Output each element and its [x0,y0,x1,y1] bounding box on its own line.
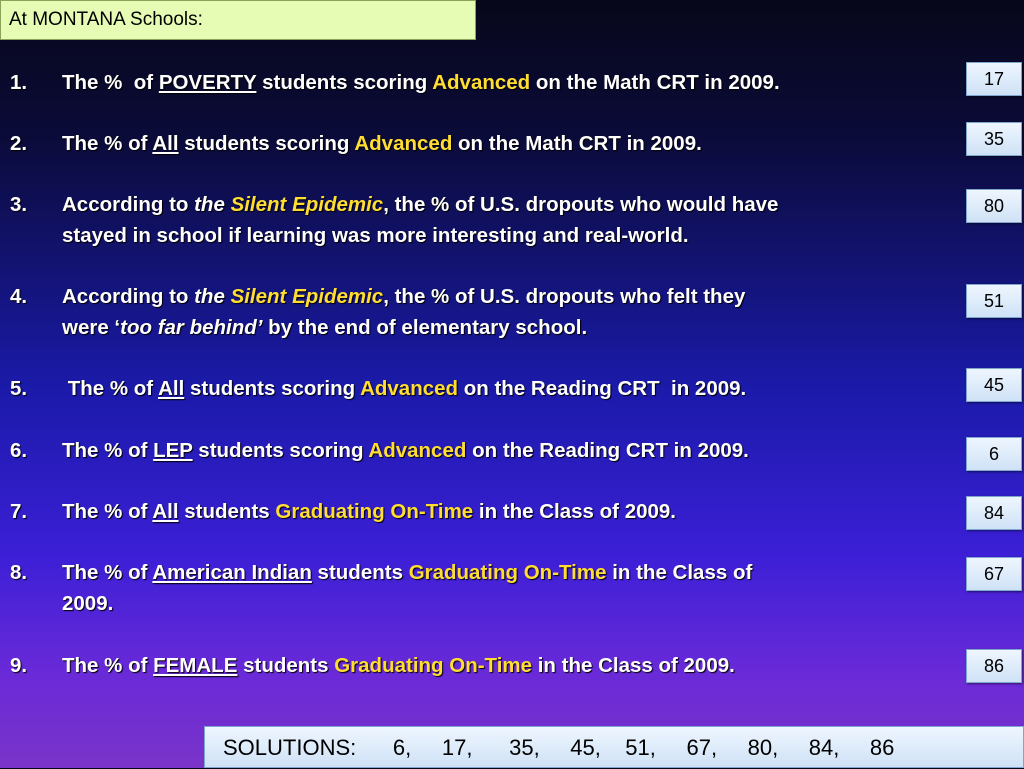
answer-box: 6 [966,437,1022,471]
question-text-span: , the % of U.S. dropouts who felt they [383,285,746,308]
answer-box: 17 [966,62,1022,96]
question-text-span: The % of [62,71,159,94]
question-text [62,281,962,343]
question-text-span: in the Class of [606,561,753,584]
highlight-text: Advanced [360,377,459,400]
underlined-text: All [158,377,185,400]
underlined-text: POVERTY [158,71,257,94]
highlight-text: Graduating On-Time [334,654,533,677]
solution-value: 84, [778,735,840,760]
answer-box: 45 [966,368,1022,402]
question-number: 8. [10,561,28,584]
question-text-span: on the Reading CRT in 2009. [466,439,749,462]
question-line [62,189,962,220]
question-line [62,588,962,619]
solutions-values [356,735,894,760]
highlight-text: Advanced [432,71,531,94]
question-number: 7. [10,500,28,523]
question-text-span: The % of [62,439,154,462]
question-text-span: by the end of elementary school. [262,316,588,339]
question-text [62,557,962,619]
question-text-span: were ‘ [62,316,121,339]
question-text-span: the [194,193,231,216]
question-text-span: , the % of U.S. dropouts who would have [383,193,779,216]
question-text [62,435,962,466]
question-number: 1. [10,71,28,94]
question-text-span: in the Class of 2009. [473,500,677,523]
question-number: 6. [10,439,28,462]
question-text-span: on the Reading CRT in 2009. [458,377,747,400]
question-text-span: students [178,500,276,523]
question-text [62,128,962,159]
question-text-span: According to [62,193,195,216]
question-line [62,650,962,681]
question-text [62,650,962,681]
question-number: 2. [10,132,28,155]
highlight-text: Graduating On-Time [275,500,474,523]
question-line [62,557,962,588]
highlight-text: Advanced [368,439,467,462]
underlined-text: All [152,132,179,155]
question-line [62,67,962,98]
question-number: 4. [10,285,28,308]
highlight-text: Silent Epidemic [230,193,384,216]
question-text [62,373,962,404]
question-line [62,128,962,159]
solution-value: 45, [539,735,601,760]
solutions-label: SOLUTIONS: [223,735,357,760]
answer-box: 35 [966,122,1022,156]
question-text-span: in the Class of 2009. [532,654,735,677]
solution-value: 51, [600,735,656,760]
question-line [62,496,962,527]
question-text-span: The % of [62,132,153,155]
question-text-span: According to [62,285,195,308]
question-text-span: students scoring [184,377,361,400]
answer-box: 67 [966,557,1022,591]
answer-box: 84 [966,496,1022,530]
question-text [62,67,962,98]
highlight-text: Graduating On-Time [408,561,607,584]
question-text-span: on the Math CRT in 2009. [452,132,702,155]
underlined-text: All [152,500,179,523]
question-text-span: 2009. [62,592,114,615]
question-number: 9. [10,654,28,677]
question-text-span: The % of [62,500,153,523]
solution-value: 67, [655,735,718,760]
question-line [62,281,962,312]
highlight-text: Advanced [354,132,453,155]
question-text-span: The % of [62,377,159,400]
question-number: 5. [10,377,28,400]
question-number: 3. [10,193,28,216]
question-text-span: students scoring [192,439,369,462]
underlined-text: American Indian [152,561,312,584]
answer-box: 80 [966,189,1022,223]
question-line [62,220,962,251]
question-text-span: students scoring [256,71,433,94]
answer-box: 86 [966,649,1022,683]
question-line [62,435,962,466]
question-text [62,496,962,527]
question-text-span: students [311,561,409,584]
question-text-span: the [194,285,231,308]
question-line [62,312,962,343]
header-title: At MONTANA Schools: [0,0,476,40]
question-text-span: students [237,654,335,677]
question-text-span: stayed in school if learning was more interesting and real-world. [62,224,689,247]
question-text-span: on the Math CRT in 2009. [530,71,780,94]
question-text-span: students scoring [178,132,355,155]
question-text-span: The % of [62,654,154,677]
solutions-bar [204,726,1024,768]
solution-value: 6, [356,735,412,760]
solution-value: 80, [717,735,779,760]
solution-value: 17, [411,735,473,760]
question-text [62,189,962,251]
answer-box: 51 [966,284,1022,318]
highlight-text: Silent Epidemic [230,285,384,308]
question-line [62,373,962,404]
solution-value: 35, [472,735,540,760]
question-text-span: The % of [62,561,153,584]
solution-value: 86 [839,735,895,760]
underlined-text: LEP [153,439,193,462]
question-text-span: too far behind’ [120,316,263,339]
underlined-text: FEMALE [153,654,238,677]
